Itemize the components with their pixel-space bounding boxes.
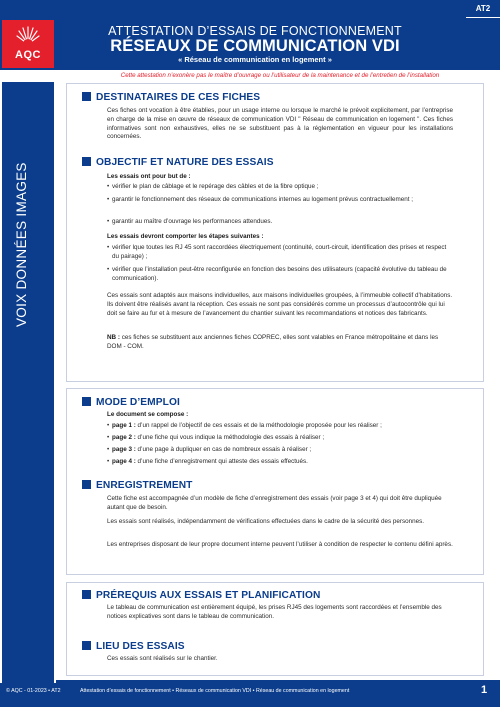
objectif-lead-2: Les essais devront comporter les étapes suivantes : [107, 233, 264, 240]
list-item: • vérifier lque toutes les RJ 45 sont raccordées électriquement (continuité, court-circuit, identification des prises et respect du pairage) ; [107, 244, 447, 260]
square-bullet-icon [82, 397, 91, 406]
aqc-logo [2, 20, 54, 68]
footer-doc-title: Attestation d’essais de fonctionnement • Réseaux de communication VDI • Réseau de communication en logement [80, 688, 350, 694]
list-item: • garantir au maître d’ouvrage les performances attendues. [107, 218, 273, 225]
list-item: • vérifier le plan de câblage et le repérage des câbles et de la fibre optique ; [107, 183, 319, 190]
list-item: • garantir le fonctionnement des réseaux de communications internes au logement prévus contractuellement ; [107, 196, 414, 203]
enregistrement-p2: Les essais sont réalisés, indépendamment de vérifications effectuées dans le cadre de la sécurité des personnes. [107, 518, 425, 525]
section-title-destinataires: DESTINATAIRES DE CES FICHES [82, 92, 260, 103]
title-line-2: RÉSEAUX DE COMMUNICATION VDI [110, 37, 400, 55]
enregistrement-p3: Les entreprises disposant de leur propre document interne peuvent l’utiliser à condition de respecter le contenu défini après. [107, 541, 453, 548]
section-title-prerequis: PRÉREQUIS AUX ESSAIS ET PLANIFICATION [82, 590, 320, 601]
square-bullet-icon [82, 590, 91, 599]
section-title-objectif: OBJECTIF ET NATURE DES ESSAIS [82, 157, 274, 168]
sunburst-icon [16, 24, 40, 46]
logo-text: AQC [15, 49, 41, 61]
section-title-enregistrement: ENREGISTREMENT [82, 480, 193, 491]
square-bullet-icon [82, 157, 91, 166]
mode-lead: Le document se compose : [107, 411, 189, 418]
list-item: • page 2 : d’une fiche qui vous indique la méthodologie des essais à réaliser ; [107, 434, 325, 441]
destinataires-paragraph: Ces fiches ont vocation à être établies, pour un usage interne ou lorsque le marché le prévoit explicitement, par l’entreprise en charge de la mise en œuvre de réseaux de communication VDI " Réseau de communication en logement ". Ces fiches informatives sont non exhaustives, elles ne se substituent pas à la réglementation en vigueur pour les installations concernées. [107, 107, 453, 141]
list-item: • page 1 : d’un rappel de l’objectif de ces essais et de la méthodologie proposée pour les réaliser ; [107, 422, 382, 429]
footer-corner [0, 683, 56, 707]
sidebar-label: VOIX DONNÉES IMAGES [14, 162, 29, 327]
objectif-lead-1: Les essais ont pour but de : [107, 173, 191, 180]
list-item: • page 4 : d’une fiche d’enregistrement qui atteste des essais effectués. [107, 458, 308, 465]
sidebar-label-wrap [14, 162, 36, 327]
nb-note: NB : ces fiches se substituent aux anciennes fiches COPREC, elles sont valables en France métropolitaine et dans les DOM - COM. [107, 334, 439, 350]
square-bullet-icon [82, 641, 91, 650]
footer-copyright: © AQC - 01-2023 • AT2 [6, 688, 61, 694]
lieu-paragraph: Ces essais sont réalisés sur le chantier. [107, 655, 218, 662]
square-bullet-icon [82, 480, 91, 489]
sidebar [2, 82, 54, 683]
doc-code-tab: AT2 [466, 0, 500, 18]
list-item: • vérifier que l’installation peut-être reconfigurée en fonction des besoins des utilisateurs (capacité évolutive du tableau de communication). [107, 266, 447, 282]
page-footer [6, 680, 500, 707]
section-title-mode: MODE D’EMPLOI [82, 397, 180, 408]
disclaimer: Cette attestation n’exonère pas le maître d’ouvrage ou l’utilisateur de la maintenance et de l’entretien de l’installation [120, 72, 440, 79]
section-title-lieu: LIEU DES ESSAIS [82, 641, 185, 652]
page-header [0, 0, 500, 70]
objectif-paragraph: Ces essais sont adaptés aux maisons individuelles, aux maisons individuelles groupées, à l’immeuble collectif d’habitations. Ils doivent être réalisés avant la réception. Ces essais ne sont pas considérés comme un processus d’autocontrôle qui lui doit se faire au fur et à mesure de l’avancement du chantier suivant les recommandations et notices des fabricants. [107, 292, 453, 317]
enregistrement-p1: Cette fiche est accompagnée d’un modèle de fiche d’enregistrement des essais (voir page 3 et 4) qui doit être dupliquée autant que de besoin. [107, 495, 442, 511]
subtitle: « Réseau de communication en logement » [178, 55, 332, 64]
title-line-1: ATTESTATION D’ESSAIS DE FONCTIONNEMENT [108, 24, 402, 38]
square-bullet-icon [82, 92, 91, 101]
prerequis-paragraph: Le tableau de communication est entièrement équipé, les prises RJ45 des logements sont raccordées et l’ensemble des notices explicatives sont dans le tableau de communication. [107, 604, 442, 620]
list-item: • page 3 : d’une page à dupliquer en cas de nombreux essais à réaliser ; [107, 446, 312, 453]
page-number: 1 [481, 684, 488, 696]
